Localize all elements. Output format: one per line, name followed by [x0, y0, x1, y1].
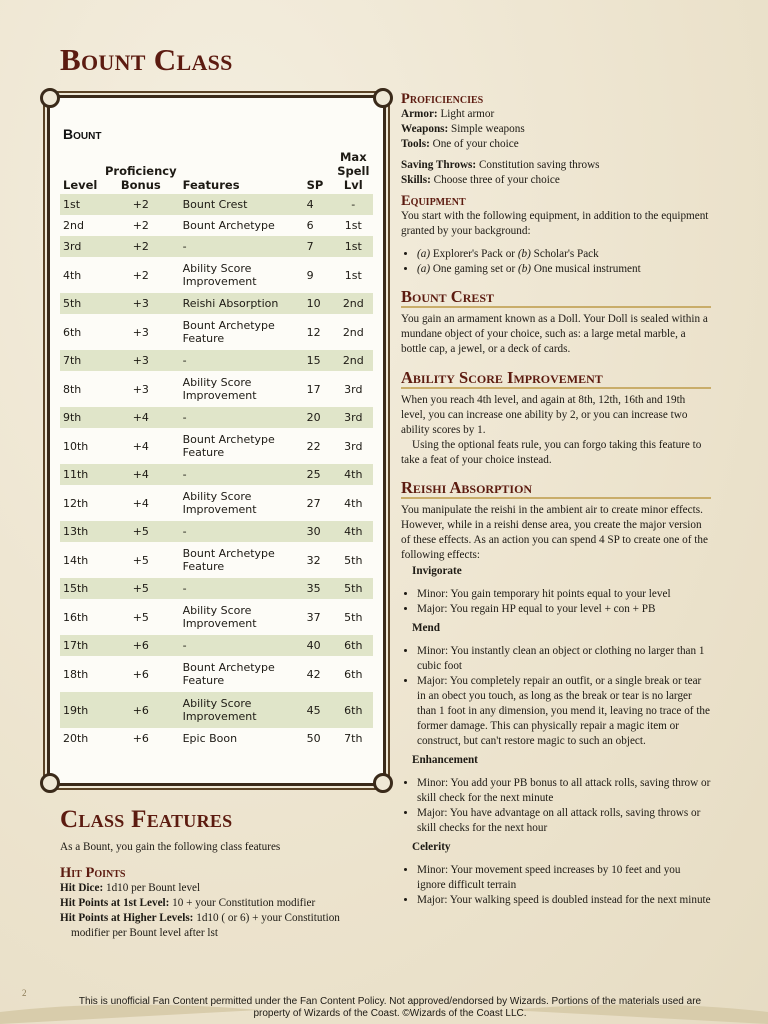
cell-features: - — [180, 464, 304, 485]
effect-invigorate-title: Invigorate — [412, 565, 462, 577]
cell-level: 18th — [63, 667, 89, 681]
cell-max: 5th — [334, 578, 373, 599]
cell-level: 3rd — [60, 236, 102, 257]
cell-max: - — [334, 194, 373, 215]
cell-features: - — [180, 236, 304, 257]
cell-max: 4th — [344, 496, 363, 510]
saving-throws-label: Saving Throws: — [401, 159, 477, 171]
reishi-text: You manipulate the reishi in the ambient air to create minor effects. However, while in a reishi dense area, you create the major version of these effects. As an action you can spend 4 SP to create one of the following effects: — [401, 504, 708, 561]
cell-sp: 50 — [306, 732, 321, 745]
frame-corner-ornament — [40, 773, 60, 793]
cell-sp: 7 — [304, 236, 334, 257]
cell-sp: 40 — [304, 635, 334, 656]
cell-max: 1st — [344, 219, 362, 232]
effect-major: • Major: You have advantage on all attack rolls, saving throws or skill checks for the next hour — [417, 806, 711, 836]
skills-line — [401, 173, 711, 188]
cell-prof: +2 — [102, 194, 180, 215]
hit-dice-line — [60, 881, 380, 896]
cell-level: 10th — [63, 439, 89, 453]
table-row — [60, 407, 373, 428]
cell-features: - — [180, 635, 304, 656]
cell-sp: 35 — [304, 578, 334, 599]
table-row — [60, 257, 373, 293]
table-row — [60, 578, 373, 599]
hit-points-title: Hit Points — [60, 865, 126, 881]
footer-legal-text: This is unofficial Fan Content permitted under the Fan Content Policy. Not approved/endorsed by Wizards. Portions of the materials used are property of Wizards of the Coast. ©Wizards of the Coast LLC. — [78, 996, 702, 1019]
right-column — [401, 92, 711, 908]
table-row — [60, 215, 373, 236]
cell-features: Ability Score Improvement — [182, 262, 257, 288]
cell-max: 7th — [344, 732, 363, 745]
cell-max: 2nd — [342, 325, 364, 339]
table-row — [60, 236, 373, 257]
saving-throws-line — [401, 158, 711, 173]
cell-prof: +4 — [102, 464, 180, 485]
armor-value: Light armor — [437, 108, 495, 120]
weapons-label: Weapons: — [401, 123, 449, 135]
cell-max: 2nd — [334, 293, 373, 314]
table-row — [60, 485, 373, 521]
asi-text: When you reach 4th level, and again at 8th, 12th, 16th and 19th level, you can increase one ability by 2, or you can increase two ability scores by 1. — [401, 394, 688, 436]
cell-prof: +5 — [102, 521, 180, 542]
cell-features: Bount Archetype Feature — [182, 319, 275, 345]
cell-max: 3rd — [334, 407, 373, 428]
proficiencies-title: Proficiencies — [401, 91, 484, 107]
cell-level: 1st — [60, 194, 102, 215]
cell-features: Bount Crest — [180, 194, 304, 215]
table-row — [60, 293, 373, 314]
cell-sp: 4 — [304, 194, 334, 215]
cell-sp: 12 — [306, 325, 321, 339]
cell-max: 6th — [334, 692, 373, 728]
armor-label: Armor: — [401, 108, 438, 120]
bount-crest-text: You gain an armament known as a Doll. Your Doll is sealed within a mundane object of your choice, such as: a large metal marble, a bottle cap, a jewel, or a deck of cards. — [401, 313, 708, 355]
header-sp: SP — [306, 178, 324, 192]
cell-prof: +4 — [132, 496, 149, 510]
header-features: Features — [182, 178, 240, 192]
header-max-spell-level: Max Spell Lvl — [337, 150, 370, 192]
class-features-title: Class Features — [60, 806, 233, 833]
cell-level: 17th — [60, 635, 102, 656]
frame-corner-ornament — [40, 88, 60, 108]
cell-level: 19th — [60, 692, 102, 728]
choice-a-text: One gaming set or — [430, 263, 518, 275]
hit-dice-label: Hit Dice: — [60, 882, 104, 894]
cell-features: - — [180, 407, 304, 428]
skills-label: Skills: — [401, 174, 431, 186]
cell-max: 4th — [334, 464, 373, 485]
cell-level: 12th — [63, 496, 89, 510]
cell-prof: +3 — [132, 382, 149, 396]
equipment-item — [417, 262, 711, 277]
effect-minor: • Minor: Your movement speed increases by 10 feet and you ignore difficult terrain — [417, 863, 711, 893]
cell-features: Ability Score Improvement — [180, 692, 304, 728]
cell-max: 5th — [344, 610, 363, 624]
armor-line — [401, 107, 711, 122]
cell-prof: +6 — [102, 692, 180, 728]
tools-line — [401, 137, 711, 152]
table-row — [60, 194, 373, 215]
cell-level: 8th — [63, 382, 82, 396]
cell-sp: 17 — [306, 382, 321, 396]
frame-corner-ornament — [373, 88, 393, 108]
cell-prof: +3 — [102, 293, 180, 314]
cell-sp: 32 — [306, 553, 321, 567]
page-number: 2 — [22, 988, 27, 998]
table-row — [60, 371, 373, 407]
bount-crest-title: Bount Crest — [401, 289, 711, 308]
hit-dice-value: 1d10 per Bount level — [103, 882, 201, 894]
cell-sp: 37 — [306, 610, 321, 624]
effect-mend-title: Mend — [412, 622, 440, 634]
enhancement-list — [401, 776, 711, 836]
cell-max: 4th — [334, 521, 373, 542]
cell-prof: +6 — [102, 635, 180, 656]
cell-sp: 6 — [306, 219, 314, 232]
cell-prof: +4 — [102, 407, 180, 428]
effect-major: • Major: You regain HP equal to your level + con + PB — [417, 602, 711, 617]
hp-first-level-label: Hit Points at 1st Level: — [60, 897, 170, 909]
table-row — [60, 314, 373, 350]
equipment-intro: You start with the following equipment, in addition to the equipment granted by your background: — [401, 210, 709, 237]
table-row — [60, 542, 373, 578]
cell-sp: 9 — [306, 268, 314, 282]
cell-level: 15th — [60, 578, 102, 599]
cell-max: 6th — [334, 635, 373, 656]
effect-major: • Major: Your walking speed is doubled instead for the next minute — [417, 893, 711, 908]
cell-level: 20th — [63, 732, 89, 745]
cell-features: - — [180, 578, 304, 599]
weapons-value: Simple weapons — [448, 123, 525, 135]
class-features-section — [60, 840, 380, 941]
cell-level: 16th — [63, 610, 89, 624]
frame-corner-ornament — [373, 773, 393, 793]
asi-title: Ability Score Improvement — [401, 370, 711, 389]
choice-a-text: Explorer's Pack or — [430, 248, 518, 260]
class-table-frame — [47, 95, 386, 786]
cell-level: 11th — [60, 464, 102, 485]
effect-celerity-title: Celerity — [412, 841, 451, 853]
cell-sp: 15 — [304, 350, 334, 371]
page-title: Bount Class — [60, 42, 233, 77]
cell-prof: +6 — [132, 667, 149, 681]
cell-sp: 30 — [304, 521, 334, 542]
cell-prof: +2 — [132, 219, 149, 232]
celerity-list — [401, 863, 711, 908]
cell-sp: 10 — [304, 293, 334, 314]
table-row — [60, 635, 373, 656]
class-table — [60, 148, 373, 749]
cell-max: 2nd — [334, 350, 373, 371]
mend-list — [401, 644, 711, 749]
reishi-title: Reishi Absorption — [401, 480, 711, 499]
table-row — [60, 350, 373, 371]
cell-features: Ability Score Improvement — [182, 490, 257, 516]
class-features-intro: As a Bount, you gain the following class features — [60, 841, 281, 853]
weapons-line — [401, 122, 711, 137]
table-row — [60, 521, 373, 542]
hp-first-level-value: 10 + your Constitution modifier — [169, 897, 316, 909]
cell-max: 3rd — [344, 439, 363, 453]
hp-higher-levels-line — [60, 911, 380, 941]
cell-prof: +3 — [102, 350, 180, 371]
effect-enhancement-title: Enhancement — [412, 754, 478, 766]
choice-b-text: One musical instrument — [531, 263, 641, 275]
cell-level: 6th — [63, 325, 82, 339]
cell-max: 3rd — [344, 382, 363, 396]
cell-prof: +5 — [132, 553, 149, 567]
table-row — [60, 656, 373, 692]
cell-level: 2nd — [63, 219, 84, 232]
cell-features: Reishi Absorption — [180, 293, 304, 314]
equipment-item — [417, 247, 711, 262]
cell-prof: +2 — [102, 236, 180, 257]
table-row — [60, 428, 373, 464]
cell-features: Ability Score Improvement — [182, 604, 257, 630]
cell-level: 9th — [60, 407, 102, 428]
effect-minor: • Minor: You instantly clean an object or clothing no larger than 1 cubic foot — [417, 644, 711, 674]
cell-max: 6th — [344, 667, 363, 681]
cell-features: Ability Score Improvement — [182, 376, 257, 402]
cell-features: Bount Archetype Feature — [182, 433, 275, 459]
cell-sp: 45 — [304, 692, 334, 728]
choice-b: (b) — [517, 248, 531, 260]
cell-features: Bount Archetype — [182, 219, 275, 232]
choice-a: (a) — [417, 263, 431, 275]
cell-sp: 27 — [306, 496, 321, 510]
header-proficiency-bonus: Proficiency Bonus — [105, 164, 177, 192]
skills-value: Choose three of your choice — [430, 174, 560, 186]
table-row — [60, 692, 373, 728]
cell-features: Bount Archetype Feature — [182, 661, 275, 687]
cell-level: 7th — [60, 350, 102, 371]
cell-sp: 25 — [304, 464, 334, 485]
cell-features: - — [180, 521, 304, 542]
cell-level: 4th — [63, 268, 82, 282]
cell-prof: +3 — [132, 325, 149, 339]
saving-throws-value: Constitution saving throws — [476, 159, 600, 171]
cell-max: 5th — [344, 553, 363, 567]
effect-minor: • Minor: You add your PB bonus to all attack rolls, saving throw or skill check for the next minute — [417, 776, 711, 806]
choice-b: (b) — [517, 263, 532, 275]
table-row — [60, 464, 373, 485]
cell-features: Bount Archetype Feature — [182, 547, 275, 573]
table-row — [60, 728, 373, 749]
tools-label: Tools: — [401, 138, 430, 150]
cell-prof: +5 — [102, 578, 180, 599]
cell-sp: 42 — [306, 667, 321, 681]
cell-level: 5th — [60, 293, 102, 314]
invigorate-list — [401, 587, 711, 617]
cell-prof: +5 — [132, 610, 149, 624]
header-level: Level — [63, 178, 98, 192]
cell-prof: +4 — [132, 439, 149, 453]
cell-prof: +6 — [132, 732, 149, 745]
effect-minor: • Minor: You gain temporary hit points equal to your level — [417, 587, 711, 602]
effect-major: • Major: You completely repair an outfit, or a single break or tear in an obect you touch, as long as the break or tear is no larger than 1 foot in any dimension, you mend it, leaving no trace of the former damage. This can physically repair a magic item or construct, but can't restore magic to such an object. — [417, 674, 711, 749]
class-table-title: Bount — [63, 126, 102, 142]
cell-max: 1st — [344, 268, 362, 282]
table-row — [60, 599, 373, 635]
cell-level: 13th — [60, 521, 102, 542]
hp-first-level-line — [60, 896, 380, 911]
cell-features: Epic Boon — [182, 732, 238, 745]
cell-sp: 20 — [304, 407, 334, 428]
hp-higher-levels-value: 1d10 ( or 6) + your Constitution modifier per Bount level after lst — [71, 912, 340, 939]
cell-sp: 22 — [306, 439, 321, 453]
equipment-list — [401, 247, 711, 277]
equipment-title: Equipment — [401, 193, 466, 209]
cell-level: 14th — [63, 553, 89, 567]
hp-higher-levels-label: Hit Points at Higher Levels: — [60, 912, 194, 924]
choice-a: (a) — [417, 248, 431, 260]
cell-features: - — [180, 350, 304, 371]
asi-feats-text: Using the optional feats rule, you can forgo taking this feature to take a feat of your choice instead. — [401, 439, 702, 466]
tools-value: One of your choice — [429, 138, 519, 150]
cell-max: 1st — [334, 236, 373, 257]
cell-prof: +2 — [132, 268, 149, 282]
choice-b-text: Scholar's Pack — [530, 248, 599, 260]
